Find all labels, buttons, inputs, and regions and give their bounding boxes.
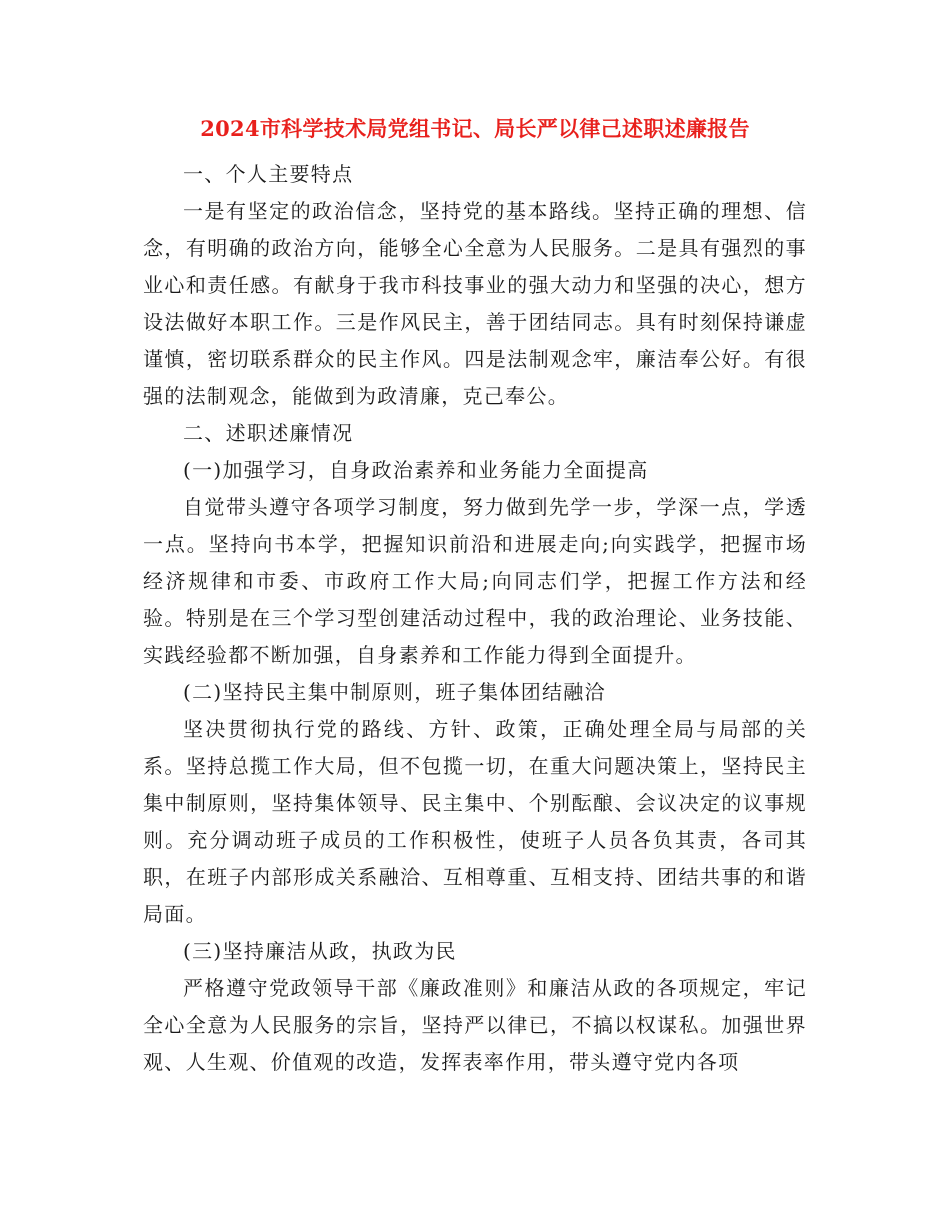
document-title: 2024市科学技术局党组书记、局长严以律己述职述廉报告 [200,116,750,141]
paragraph-personal-traits: 一是有坚定的政治信念，坚持党的基本路线。坚持正确的理想、信念，有明确的政治方向，能够全心全意为人民服务。二是具有强烈的事业心和责任感。有献身于我市科技事业的强大动力和坚强的决心，想方设法做好本职工作。三是作风民主，善于团结同志。具有时刻保持谦虚谨慎，密切联系群众的民主作风。四是法制观念牢，廉洁奉公好。有很强的法制观念，能做到为政清廉，克己奉公。 [143,199,807,408]
document-body [143,156,807,1081]
section-heading-report: 二、述职述廉情况 [183,421,354,445]
paragraph-democratic-centralism: 坚决贯彻执行党的路线、方针、政策，正确处理全局与局部的关系。坚持总揽工作大局，但不包揽一切，在重大问题决策上，坚持民主集中制原则，坚持集体领导、民主集中、个别酝酿、会议决定的议事规则。充分调动班子成员的工作积极性，使班子人员各负其责，各司其职，在班子内部形成关系融洽、互相尊重、互相支持、团结共事的和谐局面。 [143,717,807,926]
subheading-integrity: (三)坚持廉洁从政，执政为民 [183,939,457,963]
subheading-study: (一)加强学习，自身政治素养和业务能力全面提高 [183,458,649,482]
paragraph-integrity: 严格遵守党政领导干部《廉政准则》和廉洁从政的各项规定，牢记全心全意为人民服务的宗旨，坚持严以律已，不搞以权谋私。加强世界观、人生观、价值观的改造，发挥表率作用，带头遵守党内各项 [143,976,807,1074]
paragraph-study: 自觉带头遵守各项学习制度，努力做到先学一步，学深一点，学透一点。坚持向书本学，把握知识前沿和进展走向;向实践学，把握市场经济规律和市委、市政府工作大局;向同志们学，把握工作方法和经验。特别是在三个学习型创建活动过程中，我的政治理论、业务技能、实践经验都不断加强，自身素养和工作能力得到全面提升。 [143,495,807,667]
section-heading-personal-traits: 一、个人主要特点 [183,162,354,186]
subheading-democratic-centralism: (二)坚持民主集中制原则，班子集体团结融洽 [183,680,606,704]
